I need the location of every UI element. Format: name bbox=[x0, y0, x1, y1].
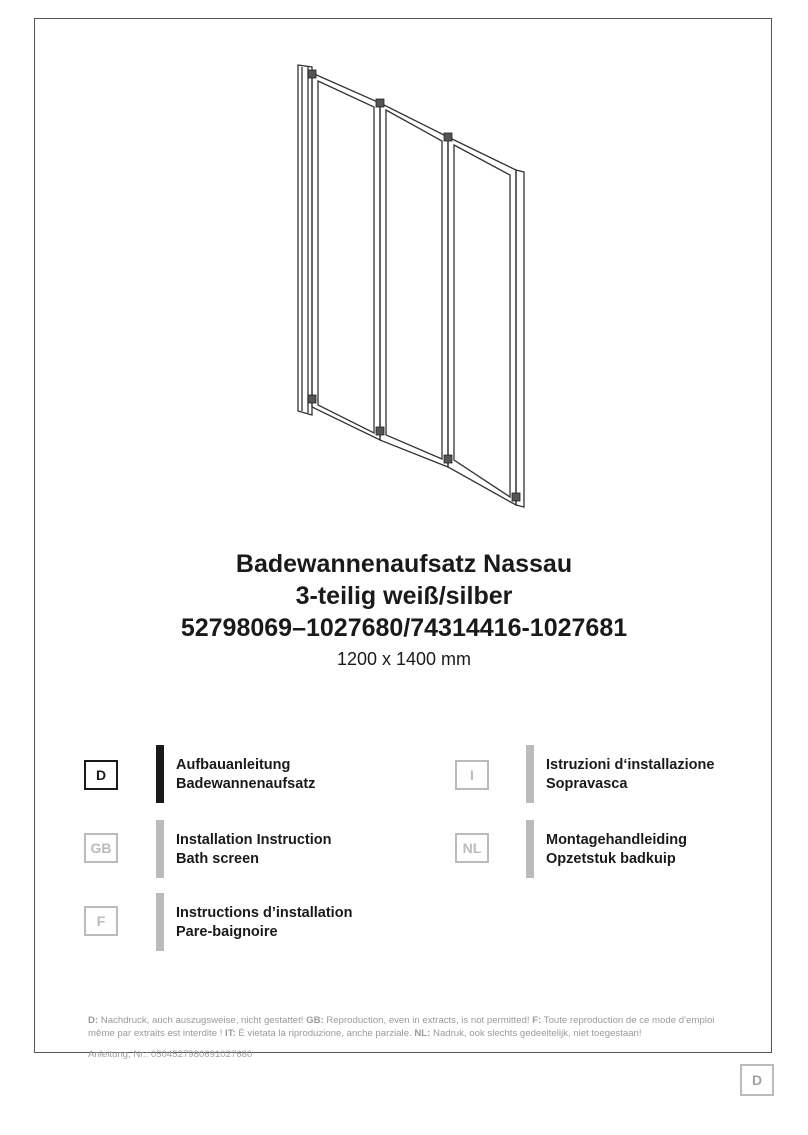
lang-code-nl: NL bbox=[455, 833, 489, 863]
page-language-badge: D bbox=[740, 1064, 774, 1096]
lang-line1-gb: Installation Instruction bbox=[176, 832, 332, 848]
dimensions: 1200 x 1400 mm bbox=[336, 649, 472, 669]
lang-line1-d: Aufbauanleitung bbox=[176, 757, 291, 773]
footer-text-nl: Nadruk, ook slechts gedeeltelijk, niet toegestaan! bbox=[430, 1028, 642, 1039]
manual-number: Anleitung, Nr.: 0504527980691027680 bbox=[88, 1049, 253, 1060]
lang-line1-f: Instructions d’installation bbox=[176, 905, 353, 921]
lang-line2-d: Badewannenaufsatz bbox=[176, 776, 316, 792]
lang-label-i bbox=[546, 756, 714, 794]
lang-code-gb: GB bbox=[84, 833, 118, 863]
lang-label-gb bbox=[176, 831, 331, 869]
lang-line1-nl: Montagehandleiding bbox=[546, 832, 687, 848]
footer-text-f: Toute reproduction de ce mode d’emploi même par extraits est interdite ! bbox=[88, 1015, 715, 1039]
lang-label-nl bbox=[546, 831, 687, 869]
lang-line1-i: Istruzioni d‘installazione bbox=[546, 757, 715, 773]
lang-label-d bbox=[176, 756, 315, 794]
footer-label-it: IT: bbox=[225, 1028, 236, 1039]
footer-label-f: F: bbox=[532, 1015, 542, 1026]
bath-screen-illustration bbox=[290, 55, 530, 515]
product-variant: 3-teilig weiß/silber bbox=[295, 582, 513, 610]
footer-text-it: È vietata la riproduzione, anche parziale. bbox=[235, 1028, 415, 1039]
lang-line2-i: Sopravasca bbox=[546, 776, 628, 792]
lang-bar-f bbox=[156, 893, 164, 951]
lang-code-f: F bbox=[84, 906, 118, 936]
footer-label-d: D: bbox=[88, 1015, 99, 1026]
footer-label-gb: GB: bbox=[306, 1015, 324, 1026]
title-block bbox=[0, 548, 808, 672]
lang-line2-f: Pare-baignoire bbox=[176, 924, 278, 940]
lang-code-i: I bbox=[455, 760, 489, 790]
lang-line2-nl: Opzetstuk badkuip bbox=[546, 851, 676, 867]
lang-label-f bbox=[176, 904, 352, 942]
lang-bar-nl bbox=[526, 820, 534, 878]
footer-text-gb: Reproduction, even in extracts, is not permitted! bbox=[323, 1015, 533, 1026]
copyright-notice bbox=[88, 1014, 738, 1040]
article-numbers: 52798069–1027680/74314416-1027681 bbox=[180, 614, 628, 642]
lang-line2-gb: Bath screen bbox=[176, 851, 260, 867]
lang-code-d: D bbox=[84, 760, 118, 790]
lang-bar-d bbox=[156, 745, 164, 803]
footer-text-d: Nachdruck, auch auszugsweise, nicht gestattet! bbox=[98, 1015, 307, 1026]
lang-bar-i bbox=[526, 745, 534, 803]
product-title: Badewannenaufsatz Nassau bbox=[235, 550, 573, 578]
lang-bar-gb bbox=[156, 820, 164, 878]
footer-label-nl: NL: bbox=[414, 1028, 431, 1039]
